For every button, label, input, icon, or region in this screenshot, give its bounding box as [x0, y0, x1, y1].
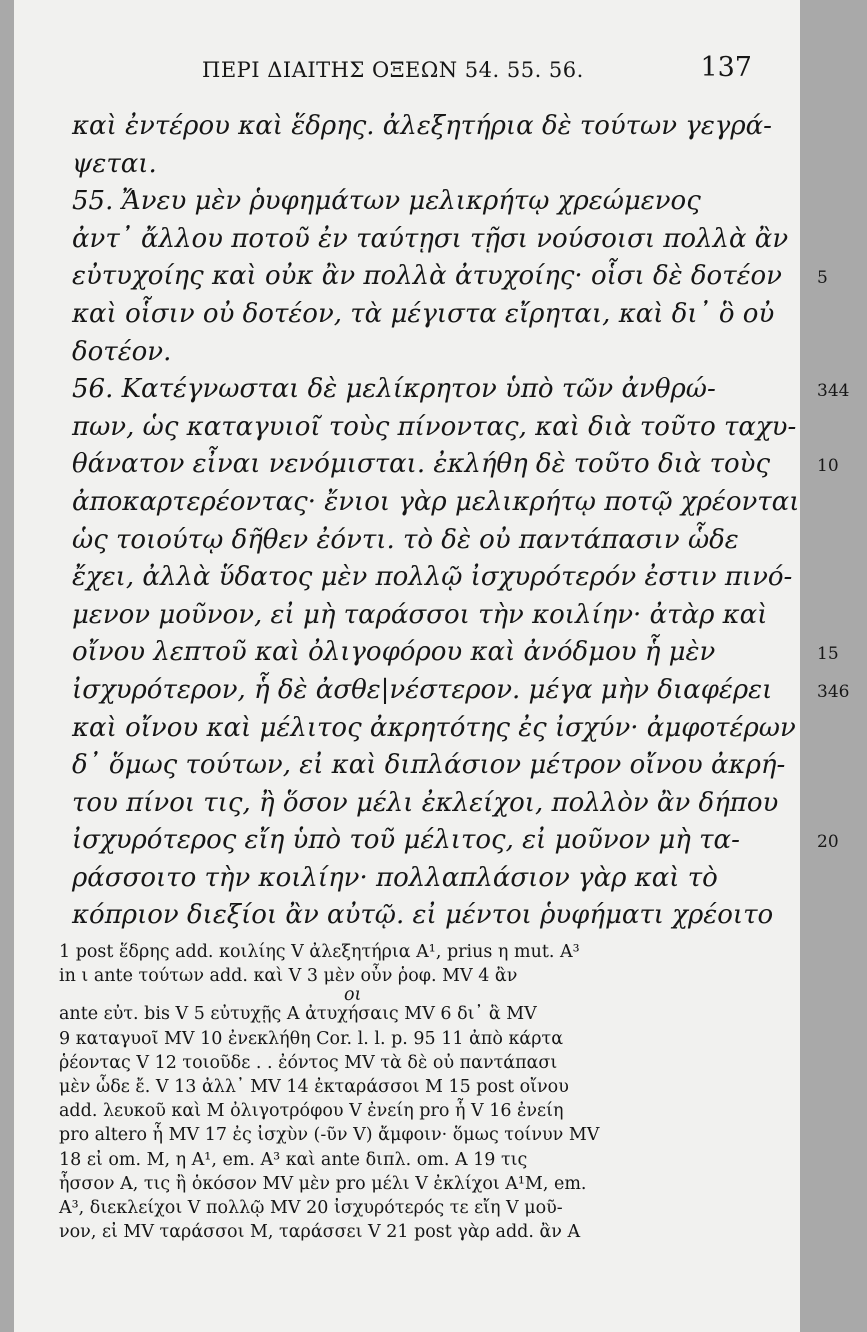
- text-line: ράσσοιτο τὴν κοιλίην· πολλαπλάσιον γὰρ καὶ τὸ: [72, 862, 718, 893]
- margin-number: 5: [817, 268, 828, 289]
- margin-number: 10: [817, 456, 839, 477]
- text-line: ἀντ᾽ ἄλλου ποτοῦ ἐν ταύτῃσι τῇσι νούσοισι πολλὰ ἂν: [72, 223, 789, 254]
- text-line: καὶ ἐντέρου καὶ ἕδρης. ἀλεξητήρια δὲ τούτων γεγρά-: [72, 111, 772, 141]
- margin-number: 15: [817, 644, 839, 665]
- footnote-line: ῥέοντας V 12 τοιοῦδε . . ἐόντος MV τὰ δὲ οὐ παντάπασι: [59, 1052, 558, 1073]
- text-line: εὐτυχοίης καὶ οὐκ ἂν πολλὰ ἀτυχοίης· οἷσι δὲ δοτέον: [72, 261, 782, 292]
- footnote-line: in ι ante τούτων add. καὶ V 3 μὲν οὖν ῥοφ. MV 4 ἂν: [59, 966, 518, 987]
- text-line: ψεται.: [72, 148, 157, 179]
- text-line: οἴνου λεπτοῦ καὶ ὀλιγοφόρου καὶ ἀνόδμου ἧ μὲν: [72, 637, 716, 668]
- text-line: πων, ὡς καταγυιοῖ τοὺς πίνοντας, καὶ διὰ τοῦτο ταχυ-: [72, 411, 797, 442]
- footnote-line: A³, διεκλείχοι V πολλῷ MV 20 ἰσχυρότερός τε εἴη V μοῦ-: [59, 1197, 563, 1218]
- page-header: [202, 52, 762, 98]
- running-head: ΠΕΡΙ ΔΙΑΙΤΗΣ ΟΞΕΩΝ 54. 55. 56.: [202, 58, 584, 82]
- footnote-line: ante εὐτ. bis V 5 εὐτυχῇς A ἀτυχήσαις MV 6 δι᾽ ἃ MV: [59, 1004, 537, 1025]
- text-line: καὶ οἷσιν οὐ δοτέον, τὰ μέγιστα εἴρηται, καὶ δι᾽ ὃ οὐ: [72, 298, 775, 329]
- margin-number: 20: [817, 832, 839, 853]
- page-number: 137: [700, 52, 752, 83]
- footnote-line: pro altero ἧ MV 17 ἐς ἰσχὺν (-ῦν V) ἄμφοιν· ὅμως τοίνυν MV: [59, 1125, 600, 1146]
- footnote-line: οι: [344, 985, 362, 1006]
- text-line: δ᾽ ὅμως τούτων, εἰ καὶ διπλάσιον μέτρον οἴνου ἀκρή-: [72, 750, 786, 781]
- footnote-line: 18 εἰ om. M, η A¹, em. A³ καὶ ante διπλ. om. A 19 τις: [59, 1149, 528, 1170]
- critical-apparatus: [59, 940, 774, 1244]
- margin-number: 344: [817, 381, 850, 402]
- footnote-line: 9 καταγυοῖ MV 10 ἐνεκλήθη Cor. l. l. p. 95 11 ἀπὸ κάρτα: [59, 1028, 564, 1049]
- text-line: ἀποκαρτερέοντας· ἔνιοι γὰρ μελικρήτῳ ποτῷ χρέονται: [72, 486, 800, 517]
- footnote-line: add. λευκοῦ καὶ M ὀλιγοτρόφου V ἐνείη pro ἧ V 16 ἐνείη: [59, 1101, 564, 1122]
- footnote-line: νον, εἰ MV ταράσσοι M, ταράσσει V 21 post γὰρ add. ἂν A: [59, 1222, 581, 1243]
- footnote-line: 1 post ἕδρης add. κοιλίης V ἀλεξητήρια A¹, prius η mut. A³: [59, 942, 580, 962]
- text-line: 55. Ἄνευ μὲν ῥυφημάτων μελικρήτῳ χρεώμενος: [72, 186, 701, 217]
- text-line: κόπριον διεξίοι ἂν αὐτῷ. εἰ μέντοι ῥυφήματι χρέοιτο: [72, 900, 774, 931]
- text-line: καὶ οἴνου καὶ μέλιτος ἀκρητότης ἐς ἰσχύν· ἀμφοτέρων: [72, 712, 796, 743]
- text-line: θάνατον εἶναι νενόμισται. ἐκλήθη δὲ τοῦτο διὰ τοὺς: [72, 449, 771, 480]
- footnote-line: μὲν ὧδε ἔ. V 13 ἀλλ᾽ MV 14 ἐκταράσσοι M 15 post οἴνου: [59, 1076, 569, 1097]
- text-line: μενον μοῦνον, εἰ μὴ ταράσσοι τὴν κοιλίην· ἀτὰρ καὶ: [72, 599, 768, 630]
- text-lines: [72, 108, 800, 935]
- text-line: 56. Κατέγνωσται δὲ μελίκρητον ὑπὸ τῶν ἀνθρώ-: [72, 374, 716, 405]
- main-text-block: [72, 108, 850, 935]
- text-line: ἰσχυρότερον, ἧ δὲ ἀσθε|νέστερον. μέγα μὴν διαφέρει: [72, 674, 773, 705]
- text-line: του πίνοι τις, ἢ ὅσον μέλι ἐκλείχοι, πολλὸν ἂν δήπου: [72, 787, 779, 818]
- book-page: [14, 0, 850, 1332]
- text-line: ὡς τοιούτῳ δῆθεν ἐόντι. τὸ δὲ οὐ παντάπασιν ὧδε: [72, 524, 739, 555]
- text-line: ἰσχυρότερος εἴη ὑπὸ τοῦ μέλιτος, εἰ μοῦνον μὴ τα-: [72, 825, 740, 856]
- text-line: ἔχει, ἀλλὰ ὕδατος μὲν πολλῷ ἰσχυρότερόν ἐστιν πινό-: [72, 562, 793, 593]
- text-line: δοτέον.: [72, 336, 172, 367]
- footnote-line: ἧσσον A, τις ἢ ὁκόσον MV μὲν pro μέλι V ἐκλίχοι A¹M, em.: [59, 1173, 587, 1194]
- margin-number: 346: [817, 682, 850, 702]
